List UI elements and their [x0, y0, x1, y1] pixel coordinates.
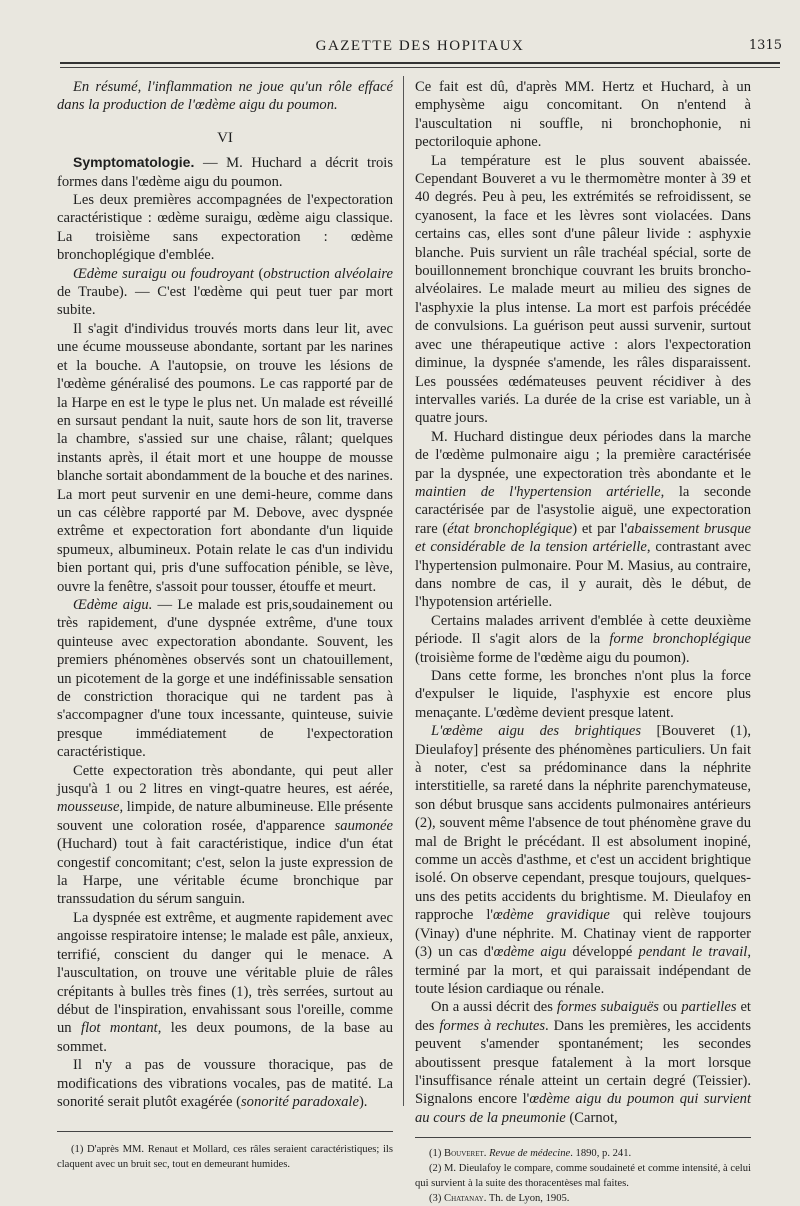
footnote: (3) Chatanay. Th. de Lyon, 1905. [429, 1193, 570, 1205]
section-title: Symptomatologie. [73, 154, 195, 171]
paragraph: Symptomatologie. — M. Huchard a décrit trois formes dans l'œdème aigu du poumon. [57, 154, 393, 190]
paragraph: Dans cette forme, les bronches n'ont plus la force d'expulser le liquide, l'asphyxie est encore plus menaçante. L'œdème devient presque latent. [415, 668, 751, 721]
paragraph: On a aussi décrit des formes subaiguës ou partielles et des formes à rechutes. Dans les premières, les accidents peuvent s'amender spontanément; les secondes aboutissent presque fatalement à la mort lorsque l'insuffisance rénale atteint un certain degré (Teissier). Signalons encore l'œdème aigu du poumon qui survient au cours de la pneumonie (Carnot, [415, 999, 752, 1126]
paragraph: Ce fait est dû, d'après MM. Hertz et Huchard, à un emphysème aigu concomitant. On n'entend à l'auscultation ni souffle, ni bronchophonie, ni pectoriloquie aphone. [415, 79, 751, 151]
paragraph: Cette expectoration très abondante, qui peut aller jusqu'à 1 ou 2 litres en vingt-quatre heures, est aérée, mousseuse, limpide, de nature albumineuse. Elle présente souvent une coloration rosée, d'apparence saumonée (Huchard) tout à fait caractéristique, indice d'un état congestif concomitant; c'est, selon la juste expression de la Harpe, une véritable écume bronchique par transsudation du sérum sanguin. [57, 762, 393, 908]
header-rule-thin [60, 67, 780, 68]
paragraph: Il n'y a pas de voussure thoracique, pas de modifications des vibrations vocales, pas de matité. La sonorité serait plutôt exagérée (sonorité paradoxale). [57, 1057, 393, 1110]
header-rule-thick [60, 62, 780, 64]
section-number: VI [217, 129, 233, 146]
paragraph: Œdème aigu. — Le malade est pris,soudainement ou très rapidement, d'une dyspnée extrême, d'une toux quinteuse avec expectoration abondante. Souvent, les premiers phénomènes observés sont un chatouillement, un picotement de la gorge et une indéfinissable sensation de constriction thoracique qui ne tardent pas à s'accompagner d'une toux incessante, quinteuse, suivie presque immédiatement de l'expectoration caractéristique. [57, 596, 393, 761]
footnote: (1) D'après MM. Renaut et Mollard, ces râles seraient caractéristiques; ils claquent avec un bruit sec, tout en demeurant humides. [57, 1144, 393, 1171]
page-header [50, 38, 790, 60]
footnote: (2) M. Dieulafoy le compare, comme soudaineté et comme intensité, à celui qui survient à la suite des thoracentèses mal faites. [415, 1163, 751, 1190]
paragraph: La dyspnée est extrême, et augmente rapidement avec angoisse respiratoire intense; le malade est pâle, anxieux, terrifié, conscient du danger qui le menace. A l'auscultation, on trouve une véritable pluie de râles crépitants à bulles très fines (1), très serrées, surtout au début de l'inspiration, envahissant sous l'oreille, comme un flot montant, les deux poumons, de la base au sommet. [57, 909, 393, 1055]
footnote: (1) Bouveret. Revue de médecine. 1890, p. 241. [429, 1148, 632, 1160]
left-column [57, 78, 393, 1172]
footnote-rule [57, 1131, 393, 1132]
paragraph: Certains malades arrivent d'emblée à cette deuxième période. Il s'agit alors de la forme bronchoplégique (troisième forme de l'œdème aigu du poumon). [415, 612, 751, 666]
paragraph: Les deux premières accompagnées de l'expectoration caractéristique : œdème suraigu, œdème aigu classique. La troisième sans expectoration : œdème bronchoplégique d'emblée. [57, 192, 393, 264]
right-column [415, 78, 751, 1206]
column-divider [403, 76, 404, 1106]
paragraph: La température est le plus souvent abaissée. Cependant Bouveret a vu le thermomètre monter à 39 et 40 degrés. Peu à peu, les extrémités se refroidissent, se cyanosent, la face et les lèvres sont violacées. Dans certains cas, elles sont d'une pâleur livide : asphyxie blanche. Puis survient un râle trachéal spécial, sorte de bouillonnement bronchique couvrant les bruits broncho-alvéolaires. Le malade meurt au milieu des signes de l'asphyxie la plus intense. La mort est parfois précédée de convulsions. La guérison peut aussi survenir, surtout avec une thérapeutique active : alors l'expectoration diminue, la dyspnée s'amende, les râles disparaissent. Les poussées œdémateuses peuvent récidiver à des intervalles variés. La durée de la crise est variable, un à quatre jours. [415, 152, 751, 427]
paragraph: M. Huchard distingue deux périodes dans la marche de l'œdème pulmonaire aigu ; la première caractérisée par la dyspnée, une expectoration très abondante et le maintien de l'hypertension artérielle, la seconde caractérisée par de l'asystolie aiguë, une expectoration rare (état bronchoplégique) et par l'abaissement brusque et considérable de la tension artérielle, contrastant avec l'hypertension pulmonaire. Pour M. Masius, au contraire, dans nombre de cas, il y aurait, dès le début, de l'hypotension artérielle. [415, 428, 752, 611]
page-number: 1315 [748, 38, 782, 53]
footnote-rule [415, 1137, 751, 1138]
paragraph: Œdème suraigu ou foudroyant (obstruction alvéolaire de Traube). — C'est l'œdème qui peut tuer par mort subite. [57, 265, 394, 319]
paragraph: L'œdème aigu des brightiques [Bouveret (1), Dieulafoy] présente des phénomènes particuliers. Un fait à noter, c'est sa prédominance dans la néphrite interstitielle, sa rareté dans la néphrite parenchymateuse, son début brusque sans accidents pulmonaires antérieurs (2), souvent même l'absence de tout phénomène grave du mal de Bright le précédant. Il est absolument inopiné, comme un accès d'asthme, et c'est un accident brightique isolé. On observe cependant, presque toujours, quelques-uns des petits accidents du brightisme. M. Dieulafoy en rapproche l'œdème gravidique qui relève toujours (Vinay) d'une néphrite. M. Chatinay vient de rapporter (3) un cas d'œdème aigu développé pendant le travail, terminé par la mort, et qui paraissait indépendant de toute lésion cardiaque ou rénale. [415, 723, 752, 997]
paragraph: En résumé, l'inflammation ne joue qu'un rôle effacé dans la production de l'œdème aigu du poumon. [57, 79, 393, 114]
journal-title: GAZETTE DES HOPITAUX [315, 38, 525, 54]
paragraph: Il s'agit d'individus trouvés morts dans leur lit, avec une écume mousseuse abondante, sortant par les narines et la bouche. A l'autopsie, on trouve les lésions de l'œdème généralisé des poumons. Le cas rapporté par de la Harpe en est le type le plus net. Un malade est réveillé en sursaut pendant la nuit, saute hors de son lit, traverse la chambre, s'assied sur une chaise, râlant; quelques instants après, il était mort et une houppe de mousse blanche sortait abondamment de la bouche et des narines. La mort peut survenir en une demi-heure, comme dans un cas célèbre rapporté par M. Debove, avec dyspnée extrême et expectoration fort abondante d'un liquide spumeux, albumineux. Potain relate le cas d'un individu bien portant qui, pris d'une suffocation pénible, se lève, ouvre la fenêtre, s'assoit pour tousser, étouffe et meurt. [57, 320, 393, 595]
